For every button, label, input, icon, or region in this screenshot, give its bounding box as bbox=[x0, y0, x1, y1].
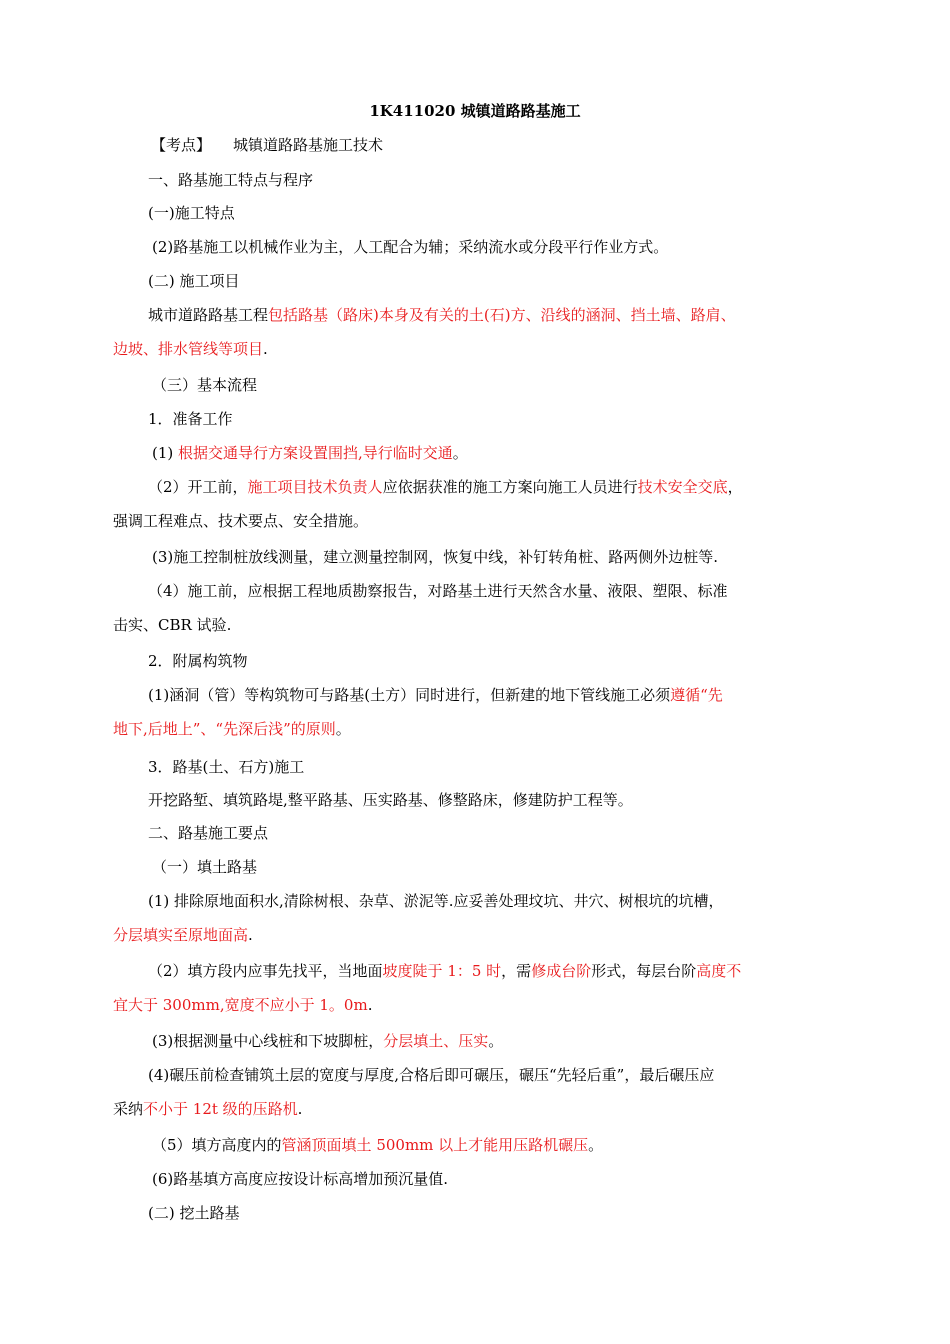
text-plain: (1) bbox=[152, 444, 179, 462]
text-plain: （2）填方段内应事先找平，当地面 bbox=[148, 962, 383, 980]
text-highlight: 宜大于 300mm,宽度不应小于 1。0m bbox=[113, 996, 368, 1014]
paragraph-2 bbox=[113, 476, 838, 532]
text-highlight: 施工项目技术负责人 bbox=[247, 478, 383, 496]
text-highlight: 高度不 bbox=[696, 962, 742, 980]
subsection-heading-2-2: (二) 挖土路基 bbox=[148, 1204, 240, 1222]
text-plain: 。 bbox=[452, 444, 468, 462]
subsection-heading-1-1: (一)施工特点 bbox=[148, 204, 235, 222]
text-plain: （4）施工前，应根据工程地质勘察报告，对路基土进行天然含水量、液限、塑限、标准 bbox=[148, 582, 728, 600]
paragraph-4 bbox=[113, 580, 838, 636]
section-heading-2: 二、路基施工要点 bbox=[148, 824, 269, 842]
paragraph-10 bbox=[113, 1064, 838, 1120]
text-highlight: 分层填土、压实 bbox=[383, 1032, 489, 1050]
text-plain: (1) 排除原地面积水,清除树根、杂草、淤泥等.应妥善处理坟坑、井穴、树根坑的坑槽， bbox=[148, 892, 724, 910]
item-heading-ancillary: 2．附属构筑物 bbox=[148, 652, 248, 670]
section-heading-1: 一、路基施工特点与程序 bbox=[148, 171, 314, 189]
text-plain: (4)碾压前检查铺筑土层的宽度与厚度,合格后即可碾压，碾压“先轻后重”，最后碾压应 bbox=[148, 1066, 715, 1084]
text-highlight: 地下,后地上”、“先深后浅”的原则 bbox=[113, 720, 336, 738]
text-plain: 。 bbox=[588, 1136, 604, 1154]
text-highlight: 修成台阶 bbox=[531, 962, 592, 980]
paragraph-5 bbox=[113, 684, 838, 740]
text-plain: 击实、CBR 试验. bbox=[113, 616, 232, 634]
text-plain: . bbox=[248, 926, 253, 944]
topic-bracket: 【考点】 bbox=[151, 136, 212, 154]
text-highlight: 根据交通导行方案设置围挡,导行临时交通 bbox=[178, 444, 453, 462]
paragraph-construction-features: (2)路基施工以机械作业为主，人工配合为辅；采纳流水或分段平行作业方式。 bbox=[152, 238, 669, 256]
paragraph-7 bbox=[113, 890, 838, 946]
subsection-heading-1-3: （三）基本流程 bbox=[152, 376, 258, 394]
text-highlight: 不小于 12t 级的压路机 bbox=[143, 1100, 298, 1118]
text-plain: . bbox=[263, 340, 268, 358]
text-highlight: 边坡、排水管线等项目 bbox=[113, 340, 264, 358]
text-highlight: 遵循“先 bbox=[670, 686, 723, 704]
paragraph-9 bbox=[152, 1030, 877, 1052]
item-heading-earthwork: 3．路基(土、石方)施工 bbox=[148, 758, 305, 776]
paragraph-8 bbox=[113, 960, 838, 1016]
text-highlight: 技术安全交底 bbox=[637, 478, 728, 496]
text-highlight: 分层填实至原地面高 bbox=[113, 926, 249, 944]
text-plain: （2）开工前， bbox=[148, 478, 248, 496]
text-plain: . bbox=[367, 996, 373, 1014]
item-heading-preparation: 1．准备工作 bbox=[148, 410, 233, 428]
paragraph-1 bbox=[152, 442, 877, 464]
topic-line bbox=[151, 134, 876, 156]
text-plain: 形式，每层台阶 bbox=[591, 962, 697, 980]
text-plain: ，需 bbox=[501, 962, 532, 980]
text-plain: 城市道路路基工程 bbox=[148, 306, 269, 324]
page-title: 1K411020 城镇道路路基施工 bbox=[369, 102, 581, 120]
paragraph-construction-items bbox=[113, 304, 838, 360]
paragraph-12: (6)路基填方高度应按设计标高增加预沉量值. bbox=[152, 1170, 449, 1188]
text-plain: （5）填方高度内的 bbox=[152, 1136, 282, 1154]
topic-text: 城镇道路路基施工技术 bbox=[233, 136, 384, 154]
text-plain: (3)根据测量中心线桩和下坡脚桩， bbox=[152, 1032, 384, 1050]
paragraph-3: (3)施工控制桩放线测量，建立测量控制网，恢复中线，补钉转角桩、路两侧外边桩等. bbox=[152, 548, 719, 566]
text-highlight: 管涵顶面填土 500mm 以上才能用压路机碾压 bbox=[281, 1136, 589, 1154]
text-plain: 强调工程难点、技术要点、安全措施。 bbox=[113, 512, 369, 530]
subsection-heading-2-1: （一）填土路基 bbox=[152, 858, 258, 876]
text-plain: (1)涵洞（管）等构筑物可与路基(土方）同时进行，但新建的地下管线施工必须 bbox=[148, 686, 671, 704]
text-plain: 。 bbox=[488, 1032, 504, 1050]
paragraph-6: 开挖路堑、填筑路堤,整平路基、压实路基、修整路床，修建防护工程等。 bbox=[148, 791, 633, 809]
text-plain: 采纳 bbox=[113, 1100, 144, 1118]
text-highlight: 包括路基（路床)本身及有关的土(石)方、沿线的涵洞、挡土墙、路肩、 bbox=[268, 306, 736, 324]
text-plain: 应依据获准的施工方案向施工人员进行 bbox=[382, 478, 638, 496]
text-plain: ， bbox=[727, 478, 743, 496]
text-highlight: 坡度陡于 1：5 时 bbox=[382, 962, 502, 980]
subsection-heading-1-2: (二) 施工项目 bbox=[148, 272, 240, 290]
paragraph-11 bbox=[152, 1134, 877, 1156]
text-plain: . bbox=[297, 1100, 303, 1118]
text-plain: 。 bbox=[335, 720, 351, 738]
